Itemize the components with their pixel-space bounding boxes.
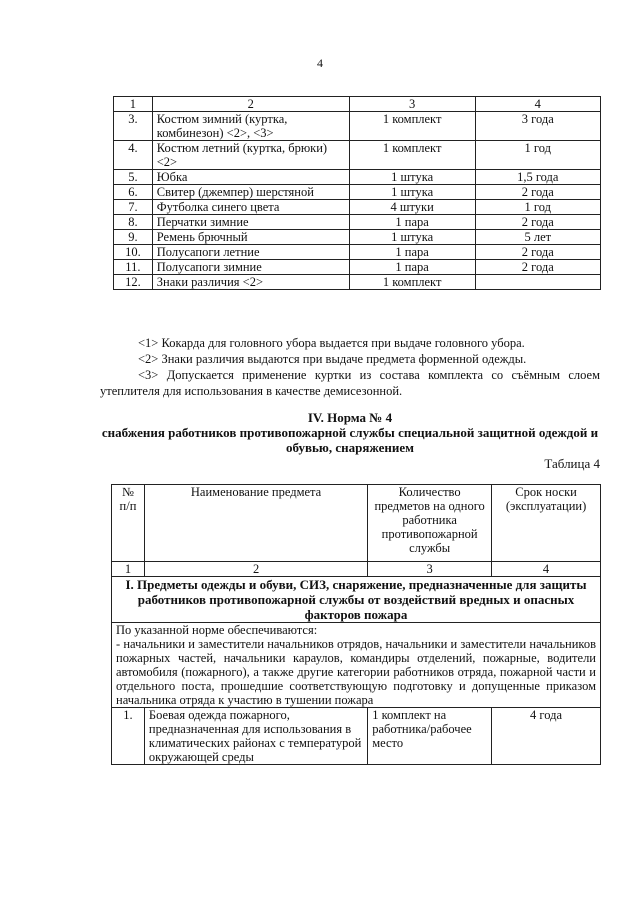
item-term: 4 года (492, 708, 601, 765)
item-quantity: 1 пара (349, 215, 475, 230)
table-row (114, 112, 601, 141)
column-number: 2 (144, 562, 367, 577)
section-subtitle: снабжения работников противопожарной службы специальной защитной одеждой и обувью, снаряжением (101, 425, 599, 455)
row-number: 8. (114, 215, 153, 230)
scope-detail: - начальники и заместители начальников отрядов, начальники и заместители начальников пожарных частей, начальники караулов, командиры отделений, пожарные, водители автомобиля (пожарного), а также другие категории работников отряда, пожарной части и отдельного поста, прошедшие соответствующую подготовку и допущенные приказом начальника отряда к участию в тушении пожара (116, 637, 596, 707)
page-number: 4 (317, 56, 323, 70)
item-quantity: 1 пара (349, 260, 475, 275)
row-number: 10. (114, 245, 153, 260)
item-term: 3 года (475, 112, 600, 141)
column-number: 3 (349, 97, 475, 112)
scope-cell (112, 623, 601, 708)
section-title: IV. Норма № 4 (307, 410, 393, 425)
footnotes (100, 335, 600, 399)
footnote: <1> Кокарда для головного убора выдается при выдаче головного убора. (138, 336, 525, 350)
group-title-row (112, 577, 601, 623)
item-quantity: 1 комплект (349, 275, 475, 290)
row-number: 6. (114, 185, 153, 200)
item-name: Ремень брючный (152, 230, 349, 245)
item-name: Свитер (джемпер) шерстяной (152, 185, 349, 200)
section-heading (100, 410, 600, 455)
item-term: 1,5 года (475, 170, 600, 185)
item-name: Юбка (152, 170, 349, 185)
table-numbers-row (112, 562, 601, 577)
table-row (114, 245, 601, 260)
table-row (114, 185, 601, 200)
column-number: 2 (152, 97, 349, 112)
table-row (114, 275, 601, 290)
row-number: 7. (114, 200, 153, 215)
item-quantity: 1 штука (349, 170, 475, 185)
row-number: 1. (112, 708, 145, 765)
footnote: <2> Знаки различия выдаются при выдаче предмета форменной одежды. (138, 352, 527, 366)
table-row (114, 215, 601, 230)
item-name: Перчатки зимние (152, 215, 349, 230)
table-row (114, 260, 601, 275)
item-quantity: 1 пара (349, 245, 475, 260)
row-number: 11. (114, 260, 153, 275)
row-number: 9. (114, 230, 153, 245)
column-number: 4 (492, 562, 601, 577)
item-term: 2 года (475, 260, 600, 275)
item-name: Костюм зимний (куртка, комбинезон) <2>, <3> (152, 112, 349, 141)
table-row (114, 200, 601, 215)
table-row (114, 170, 601, 185)
item-quantity: 1 штука (349, 185, 475, 200)
item-quantity: 1 комплект (349, 141, 475, 170)
header-quantity: Количество предметов на одного работника противопожарной службы (368, 485, 492, 562)
row-number: 3. (114, 112, 153, 141)
table-row (114, 141, 601, 170)
item-term: 2 года (475, 245, 600, 260)
firefighter-norm-table (111, 484, 601, 765)
item-term (475, 275, 600, 290)
table-caption: Таблица 4 (544, 456, 600, 471)
item-name: Костюм летний (куртка, брюки) <2> (152, 141, 349, 170)
column-number: 1 (112, 562, 145, 577)
item-term: 1 год (475, 200, 600, 215)
row-number: 4. (114, 141, 153, 170)
item-name: Полусапоги летние (152, 245, 349, 260)
header-number: № п/п (112, 485, 145, 562)
scope-row (112, 623, 601, 708)
item-quantity: 1 комплект на работника/рабочее место (368, 708, 492, 765)
clothing-norm-table (113, 96, 601, 290)
item-quantity: 4 штуки (349, 200, 475, 215)
column-number: 1 (114, 97, 153, 112)
column-number: 3 (368, 562, 492, 577)
item-name: Боевая одежда пожарного, предназначенная для использования в климатических районах с температурой окружающей среды (144, 708, 367, 765)
footnote: <3> Допускается применение куртки из состава комплекта со съёмным слоем утеплителя для использования в качестве демисезонной. (100, 368, 600, 398)
table-row (114, 230, 601, 245)
item-term: 1 год (475, 141, 600, 170)
column-number: 4 (475, 97, 600, 112)
row-number: 12. (114, 275, 153, 290)
table-row (112, 708, 601, 765)
item-quantity: 1 комплект (349, 112, 475, 141)
table-header-row (114, 97, 601, 112)
item-name: Полусапоги зимние (152, 260, 349, 275)
item-name: Футболка синего цвета (152, 200, 349, 215)
item-term: 2 года (475, 185, 600, 200)
scope-text: По указанной норме обеспечиваются: (116, 623, 318, 637)
table-header-row (112, 485, 601, 562)
header-term: Срок носки (эксплуатации) (492, 485, 601, 562)
header-item-name: Наименование предмета (144, 485, 367, 562)
group-title: I. Предметы одежды и обуви, СИЗ, снаряжение, предназначенные для защиты работников противопожарной службы от воздействий вредных и опасных факторов пожара (112, 577, 601, 623)
item-quantity: 1 штука (349, 230, 475, 245)
item-term: 2 года (475, 215, 600, 230)
item-term: 5 лет (475, 230, 600, 245)
item-name: Знаки различия <2> (152, 275, 349, 290)
row-number: 5. (114, 170, 153, 185)
